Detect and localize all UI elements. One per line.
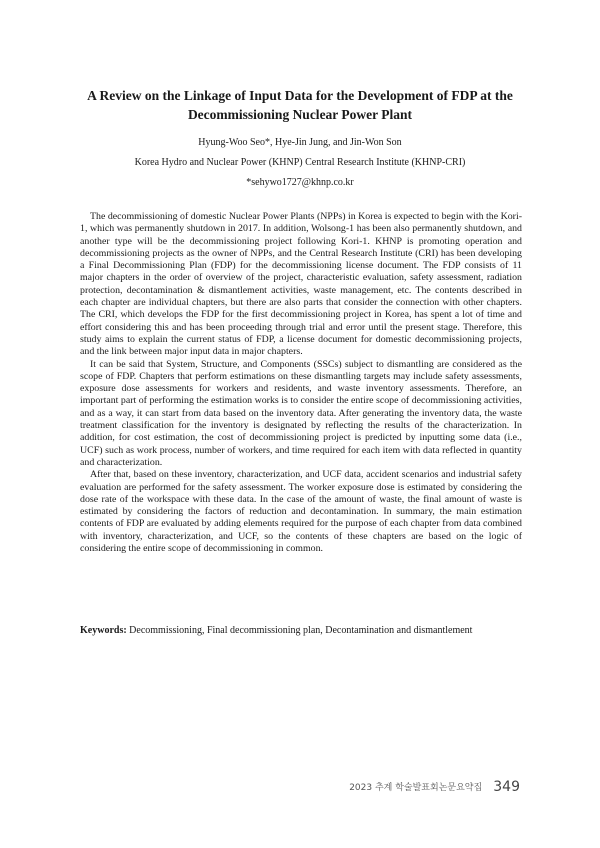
abstract-body xyxy=(80,211,522,555)
abstract-paragraph: The decommissioning of domestic Nuclear Power Plants (NPPs) in Korea is expected to begin with the Kori-1, which was permanently shutdown in 2017. In addition, Wolsong-1 has been also permanently shutdown, and another type will be the decommissioning project following Kori-1. KHNP is promoting operation and decommissioning projects as the owner of NPPs, and the Central Research Institute (CRI) has been developing a Final Decommissioning Plan (FDP) for the decommissioning license document. The FDP consists of 11 major chapters in the order of overview of the project, characteristic evaluation, safety assessment, radiation protection, decontamination & dismantlement activities, waste management, etc. The contents described in each chapter are individual chapters, but there are also parts that consider the connection with other chapters. The CRI, which develops the FDP for the first decommissioning project in Korea, has spent a lot of time and effort considering this and has been proceeding through trial and error until the present stage. Therefore, this study aims to explain the current status of FDP, a license document for domestic decommissioning projects, and the link between major input data in major chapters. xyxy=(80,211,522,358)
author-list: Hyung-Woo Seo*, Hye-Jin Jung, and Jin-Won Son xyxy=(198,137,402,148)
keywords-text: Decommissioning, Final decommissioning plan, Decontamination and dismantlement xyxy=(129,625,473,636)
keywords-label: Keywords: xyxy=(80,625,127,636)
abstract-paragraph: It can be said that System, Structure, and Components (SSCs) subject to dismantling are considered as the scope of FDP. Chapters that perform estimations on these dismantling targets may include safety assessments, exposure dose assessments for workers and residents, and waste inventory assessments. Therefore, an important part of performing the estimation works is to consider the entire scope of decommissioning activities, and as a way, it can start from data based on the inventory data. After generating the inventory data, the waste treatment classification for the inventory is designated by reflecting the results of the characterization. In addition, for cost estimation, the cost of decommissioning project is predicted by inputting some data (i.e., UCF) such as work process, number of workers, and time required for each item with data reflected in quantity and characterization. xyxy=(80,358,522,468)
page-footer xyxy=(349,776,520,795)
keywords-section xyxy=(80,624,522,637)
abstract-paragraph: After that, based on these inventory, characterization, and UCF data, accident scenarios and industrial safety evaluation are performed for the safety assessment. The worker exposure dose is estimated by considering the dose rate of the workspace with these data. In the case of the amount of waste, the final amount of waste is estimated by considering the factors of reduction and decontamination. In summary, the main estimation contents of FDP are evaluated by adding elements required for the purpose of each chapter from data combined with inventory, characterization, and UCF, so the contents of these chapters are based on the logic of considering the entire scope of decommissioning in common. xyxy=(80,469,522,555)
page-number: 349 xyxy=(493,778,520,795)
author-affiliation: Korea Hydro and Nuclear Power (KHNP) Central Research Institute (KHNP-CRI) xyxy=(134,157,466,168)
corresponding-email: *sehywo1727@khnp.co.kr xyxy=(246,177,354,188)
proceedings-name: 2023 추계 학술발표회논문요약집 xyxy=(349,783,483,793)
paper-title: A Review on the Linkage of Input Data for the Development of FDP at the Decommissioning Nuclear Power Plant xyxy=(87,88,513,122)
